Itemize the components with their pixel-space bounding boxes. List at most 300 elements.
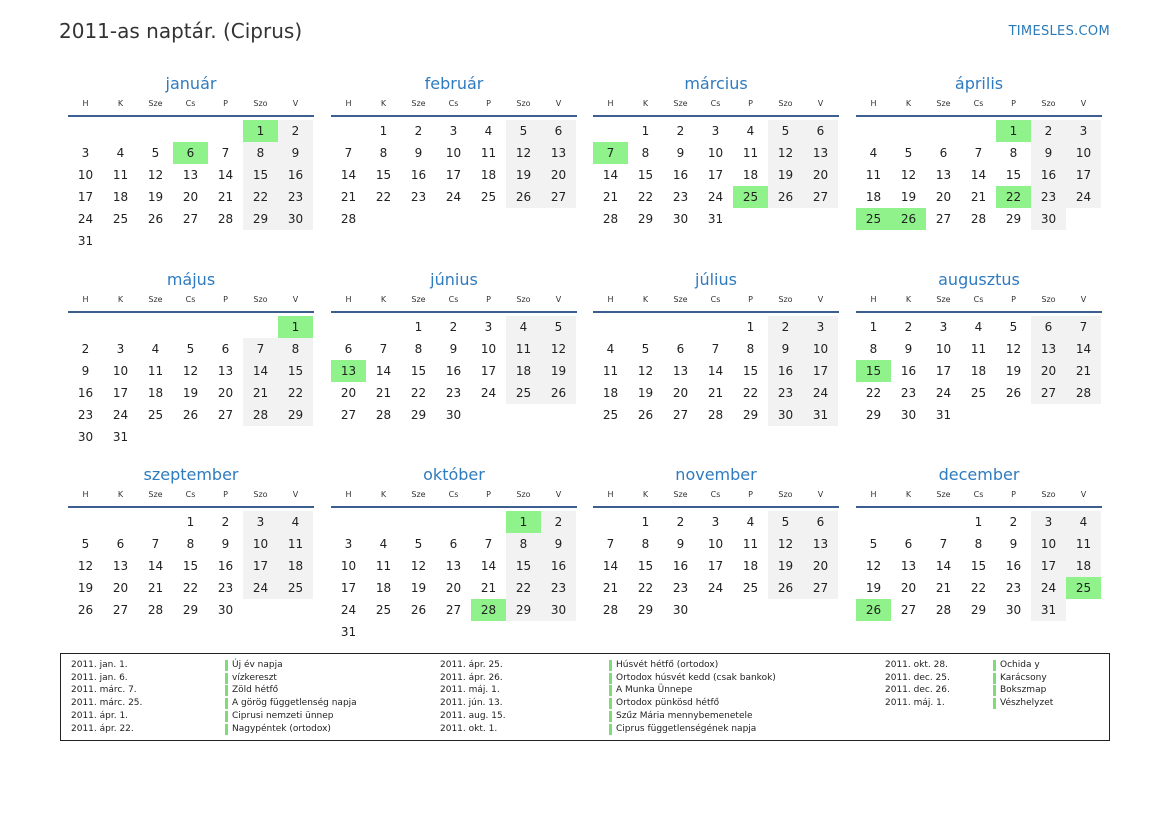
- day-cell: 27: [217, 408, 234, 422]
- day-cell: 15: [970, 559, 987, 573]
- legend-holiday-name: Szűz Mária mennybemenetele: [616, 710, 753, 721]
- day-cell: 11: [147, 364, 164, 378]
- day-cell: 6: [939, 146, 948, 160]
- day-cell: 28: [602, 603, 619, 617]
- weekday-label: Sze: [936, 295, 951, 304]
- weekday-label: H: [82, 99, 89, 108]
- day-cell: 17: [935, 364, 952, 378]
- month-divider: [593, 115, 839, 117]
- weekday-label: Szo: [516, 490, 531, 499]
- month-divider: [331, 311, 577, 313]
- day-cell: 15: [1005, 168, 1022, 182]
- holiday-day-cell: 1: [996, 120, 1031, 142]
- day-cell: 14: [1066, 338, 1101, 360]
- day-cell: 13: [217, 364, 234, 378]
- legend-entry: [440, 710, 780, 723]
- day-cell: 12: [865, 559, 882, 573]
- day-cell: 10: [112, 364, 129, 378]
- day-cell: 10: [480, 342, 497, 356]
- day-cell: 24: [445, 190, 462, 204]
- day-cell: 25: [147, 408, 164, 422]
- day-cell: 30: [278, 208, 313, 230]
- day-cell: 9: [1009, 537, 1018, 551]
- day-cell: 3: [803, 316, 838, 338]
- day-cell: 31: [803, 404, 838, 426]
- legend-holiday-name: Új év napja: [232, 660, 283, 670]
- day-cell: 14: [602, 559, 619, 573]
- day-cell: 10: [340, 559, 357, 573]
- day-cell: 19: [506, 164, 541, 186]
- holiday-day-cell: 7: [593, 142, 628, 164]
- legend-color-marker: [225, 711, 228, 722]
- weekday-label: Szo: [1041, 490, 1056, 499]
- legend-holiday-name: A görög függetlenség napja: [232, 698, 357, 709]
- day-cell: 13: [112, 559, 129, 573]
- day-cell: 20: [217, 386, 234, 400]
- legend-color-marker: [225, 685, 228, 696]
- weekday-label: Szo: [253, 99, 268, 108]
- day-cell: 4: [974, 320, 983, 334]
- day-cell: 23: [278, 186, 313, 208]
- legend-entry: [885, 697, 1169, 710]
- weekday-label: Sze: [411, 295, 426, 304]
- day-cell: 17: [480, 364, 497, 378]
- day-cell: 31: [112, 430, 129, 444]
- day-cell: 26: [1005, 386, 1022, 400]
- day-cell: 4: [746, 124, 755, 138]
- day-cell: 8: [379, 146, 388, 160]
- holiday-day-cell: 25: [856, 208, 891, 230]
- day-cell: 29: [278, 404, 313, 426]
- legend-date: 2011. jan. 6.: [71, 672, 128, 683]
- day-cell: 28: [707, 408, 724, 422]
- weekday-label: P: [486, 99, 491, 108]
- weekday-label: Szo: [778, 295, 793, 304]
- day-cell: 8: [974, 537, 983, 551]
- day-cell: 30: [672, 603, 689, 617]
- day-cell: 2: [278, 120, 313, 142]
- weekday-label: H: [82, 295, 89, 304]
- day-cell: 23: [445, 386, 462, 400]
- day-cell: 30: [1031, 208, 1066, 230]
- day-cell: 25: [375, 603, 392, 617]
- weekday-label: Cs: [448, 99, 459, 108]
- weekday-label: H: [345, 99, 352, 108]
- day-cell: 10: [1031, 533, 1066, 555]
- day-cell: 6: [116, 537, 125, 551]
- day-cell: 9: [676, 537, 685, 551]
- weekday-label: V: [292, 295, 299, 304]
- day-cell: 3: [711, 515, 720, 529]
- day-cell: 2: [449, 320, 458, 334]
- day-cell: 15: [182, 559, 199, 573]
- weekday-label: Szo: [778, 99, 793, 108]
- weekday-label: V: [1080, 490, 1087, 499]
- legend-entry: [440, 672, 780, 685]
- legend-holiday-name: Zöld hétfő: [232, 685, 279, 696]
- weekday-label: K: [642, 490, 649, 499]
- day-cell: 27: [1031, 382, 1066, 404]
- day-cell: 3: [1066, 120, 1101, 142]
- day-cell: 13: [182, 168, 199, 182]
- legend-holiday-name: Ochida y: [1000, 660, 1040, 670]
- day-cell: 19: [637, 386, 654, 400]
- day-cell: 22: [970, 581, 987, 595]
- day-cell: 11: [480, 146, 497, 160]
- day-cell: 30: [768, 404, 803, 426]
- day-cell: 29: [182, 603, 199, 617]
- day-cell: 24: [707, 190, 724, 204]
- day-cell: 10: [707, 146, 724, 160]
- day-cell: 14: [217, 168, 234, 182]
- weekday-label: H: [82, 490, 89, 499]
- day-cell: 16: [1031, 164, 1066, 186]
- day-cell: 3: [449, 124, 458, 138]
- day-cell: 1: [414, 320, 423, 334]
- weekday-label: Szo: [516, 295, 531, 304]
- legend-entry: [885, 684, 1169, 697]
- weekday-label: Cs: [710, 295, 721, 304]
- day-cell: 7: [974, 146, 983, 160]
- legend-holiday-name: Ortodox pünkösd hétfő: [616, 698, 720, 709]
- day-cell: 7: [711, 342, 720, 356]
- day-cell: 29: [637, 603, 654, 617]
- legend-color-marker: [225, 673, 228, 684]
- legend-color-marker: [609, 673, 612, 684]
- holiday-day-cell: 26: [891, 208, 926, 230]
- day-cell: 21: [970, 190, 987, 204]
- day-cell: 14: [147, 559, 164, 573]
- day-cell: 5: [768, 120, 803, 142]
- holiday-day-cell: 26: [856, 599, 891, 621]
- day-cell: 12: [410, 559, 427, 573]
- weekday-label: Szo: [253, 295, 268, 304]
- day-cell: 6: [221, 342, 230, 356]
- day-cell: 3: [484, 320, 493, 334]
- day-cell: 11: [506, 338, 541, 360]
- day-cell: 7: [606, 537, 615, 551]
- day-cell: 9: [1031, 142, 1066, 164]
- legend-entry: [71, 710, 411, 723]
- legend-date: 2011. ápr. 22.: [71, 723, 134, 734]
- month-divider: [856, 311, 1102, 313]
- day-cell: 12: [182, 364, 199, 378]
- weekday-label: V: [817, 295, 824, 304]
- weekday-header: [331, 295, 577, 309]
- weekday-label: Cs: [448, 295, 459, 304]
- day-cell: 13: [672, 364, 689, 378]
- day-cell: 26: [541, 382, 576, 404]
- day-cell: 30: [672, 212, 689, 226]
- day-cell: 1: [746, 320, 755, 334]
- day-cell: 28: [935, 603, 952, 617]
- day-cell: 18: [112, 190, 129, 204]
- day-cell: 8: [746, 342, 755, 356]
- month-name: január: [165, 74, 217, 93]
- day-cell: 5: [186, 342, 195, 356]
- day-cell: 30: [1005, 603, 1022, 617]
- day-cell: 14: [243, 360, 278, 382]
- day-cell: 26: [506, 186, 541, 208]
- weekday-header: [68, 490, 314, 504]
- legend-date: 2011. aug. 15.: [440, 710, 506, 721]
- weekday-label: Sze: [673, 295, 688, 304]
- legend-color-marker: [609, 685, 612, 696]
- day-cell: 20: [672, 386, 689, 400]
- day-cell: 26: [410, 603, 427, 617]
- weekday-label: Sze: [936, 99, 951, 108]
- weekday-label: Szo: [778, 490, 793, 499]
- day-cell: 10: [935, 342, 952, 356]
- day-cell: 6: [541, 120, 576, 142]
- day-cell: 16: [445, 364, 462, 378]
- day-cell: 5: [904, 146, 913, 160]
- weekday-label: K: [642, 99, 649, 108]
- day-cell: 21: [217, 190, 234, 204]
- day-cell: 17: [112, 386, 129, 400]
- weekday-label: Cs: [710, 490, 721, 499]
- legend-holiday-name: Húsvét hétfő (ortodox): [616, 660, 719, 670]
- day-cell: 7: [484, 537, 493, 551]
- weekday-label: P: [748, 99, 753, 108]
- weekday-label: K: [117, 99, 124, 108]
- month-divider: [68, 311, 314, 313]
- day-cell: 5: [768, 511, 803, 533]
- weekday-label: Sze: [411, 99, 426, 108]
- day-cell: 9: [221, 537, 230, 551]
- holiday-legend: [60, 653, 1110, 741]
- legend-color-marker: [993, 698, 996, 709]
- day-cell: 23: [672, 190, 689, 204]
- day-cell: 27: [445, 603, 462, 617]
- day-cell: 4: [869, 146, 878, 160]
- day-cell: 16: [1005, 559, 1022, 573]
- legend-color-marker: [609, 724, 612, 735]
- day-cell: 19: [900, 190, 917, 204]
- weekday-label: P: [223, 295, 228, 304]
- day-cell: 11: [602, 364, 619, 378]
- month-name: augusztus: [938, 270, 1020, 289]
- day-cell: 17: [1066, 164, 1101, 186]
- day-cell: 17: [707, 168, 724, 182]
- weekday-label: Cs: [973, 99, 984, 108]
- month-name: július: [695, 270, 737, 289]
- month-divider: [856, 115, 1102, 117]
- day-cell: 3: [116, 342, 125, 356]
- day-cell: 12: [77, 559, 94, 573]
- day-cell: 21: [480, 581, 497, 595]
- weekday-label: P: [223, 99, 228, 108]
- month-name: március: [684, 74, 748, 93]
- day-cell: 30: [445, 408, 462, 422]
- holiday-day-cell: 25: [1066, 577, 1101, 599]
- day-cell: 27: [900, 603, 917, 617]
- day-cell: 7: [221, 146, 230, 160]
- day-cell: 28: [217, 212, 234, 226]
- day-cell: 26: [77, 603, 94, 617]
- day-cell: 11: [865, 168, 882, 182]
- day-cell: 19: [147, 190, 164, 204]
- day-cell: 2: [676, 515, 685, 529]
- month-name: február: [424, 74, 484, 93]
- day-cell: 12: [900, 168, 917, 182]
- holiday-day-cell: 1: [243, 120, 278, 142]
- day-cell: 18: [375, 581, 392, 595]
- day-cell: 9: [449, 342, 458, 356]
- day-cell: 4: [379, 537, 388, 551]
- day-cell: 18: [278, 555, 313, 577]
- legend-date: 2011. ápr. 1.: [71, 710, 129, 721]
- day-cell: 12: [541, 338, 576, 360]
- day-cell: 31: [340, 625, 357, 639]
- day-cell: 19: [541, 360, 576, 382]
- day-cell: 22: [637, 190, 654, 204]
- day-cell: 25: [970, 386, 987, 400]
- site-link[interactable]: TIMESLES.COM: [1008, 24, 1110, 39]
- day-cell: 27: [803, 577, 838, 599]
- day-cell: 21: [147, 581, 164, 595]
- day-cell: 25: [742, 581, 759, 595]
- legend-date: 2011. ápr. 26.: [440, 672, 503, 683]
- weekday-header: [593, 490, 839, 504]
- weekday-label: H: [870, 490, 877, 499]
- day-cell: 28: [243, 404, 278, 426]
- day-cell: 9: [541, 533, 576, 555]
- day-cell: 13: [445, 559, 462, 573]
- day-cell: 17: [707, 559, 724, 573]
- day-cell: 1: [641, 124, 650, 138]
- legend-entry: [440, 659, 780, 672]
- legend-entry: [71, 723, 411, 736]
- day-cell: 2: [904, 320, 913, 334]
- day-cell: 7: [243, 338, 278, 360]
- legend-entry: [440, 697, 780, 710]
- day-cell: 29: [865, 408, 882, 422]
- day-cell: 31: [935, 408, 952, 422]
- day-cell: 21: [602, 581, 619, 595]
- day-cell: 12: [1005, 342, 1022, 356]
- day-cell: 6: [676, 342, 685, 356]
- day-cell: 11: [742, 146, 759, 160]
- day-cell: 27: [340, 408, 357, 422]
- day-cell: 13: [900, 559, 917, 573]
- day-cell: 27: [935, 212, 952, 226]
- day-cell: 25: [480, 190, 497, 204]
- day-cell: 23: [768, 382, 803, 404]
- day-cell: 14: [340, 168, 357, 182]
- weekday-label: Cs: [448, 490, 459, 499]
- day-cell: 2: [541, 511, 576, 533]
- weekday-label: Cs: [185, 99, 196, 108]
- day-cell: 8: [506, 533, 541, 555]
- day-cell: 25: [602, 408, 619, 422]
- weekday-label: Sze: [148, 295, 163, 304]
- weekday-label: Cs: [973, 295, 984, 304]
- weekday-header: [856, 99, 1102, 113]
- day-cell: 20: [803, 555, 838, 577]
- day-cell: 3: [939, 320, 948, 334]
- legend-entry: [440, 684, 780, 697]
- day-cell: 31: [1031, 599, 1066, 621]
- day-cell: 27: [541, 186, 576, 208]
- weekday-label: H: [345, 490, 352, 499]
- day-cell: 13: [803, 142, 838, 164]
- day-cell: 25: [506, 382, 541, 404]
- day-cell: 10: [77, 168, 94, 182]
- day-cell: 6: [803, 511, 838, 533]
- month-name: június: [430, 270, 478, 289]
- day-cell: 12: [768, 533, 803, 555]
- legend-color-marker: [609, 711, 612, 722]
- day-cell: 28: [375, 408, 392, 422]
- day-cell: 18: [742, 559, 759, 573]
- day-cell: 10: [803, 338, 838, 360]
- day-cell: 11: [278, 533, 313, 555]
- legend-entry: [71, 659, 411, 672]
- legend-holiday-name: vízkereszt: [232, 672, 277, 683]
- legend-holiday-name: Ciprus függetlenségének napja: [616, 723, 757, 734]
- weekday-label: P: [1011, 99, 1016, 108]
- holiday-day-cell: 25: [733, 186, 768, 208]
- day-cell: 20: [541, 164, 576, 186]
- weekday-label: P: [748, 295, 753, 304]
- day-cell: 26: [768, 577, 803, 599]
- day-cell: 22: [375, 190, 392, 204]
- day-cell: 16: [900, 364, 917, 378]
- day-cell: 19: [768, 555, 803, 577]
- day-cell: 24: [77, 212, 94, 226]
- day-cell: 24: [803, 382, 838, 404]
- day-cell: 14: [935, 559, 952, 573]
- legend-color-marker: [993, 660, 996, 671]
- day-cell: 17: [445, 168, 462, 182]
- day-cell: 16: [672, 168, 689, 182]
- day-cell: 8: [1009, 146, 1018, 160]
- weekday-label: Cs: [185, 295, 196, 304]
- day-cell: 6: [344, 342, 353, 356]
- day-cell: 15: [506, 555, 541, 577]
- day-cell: 13: [803, 533, 838, 555]
- day-cell: 5: [541, 316, 576, 338]
- holiday-day-cell: 28: [471, 599, 506, 621]
- day-cell: 2: [768, 316, 803, 338]
- day-cell: 3: [81, 146, 90, 160]
- weekday-label: V: [817, 490, 824, 499]
- weekday-label: Szo: [1041, 99, 1056, 108]
- day-cell: 21: [375, 386, 392, 400]
- day-cell: 30: [217, 603, 234, 617]
- legend-color-marker: [609, 660, 612, 671]
- day-cell: 4: [506, 316, 541, 338]
- day-cell: 20: [900, 581, 917, 595]
- day-cell: 22: [506, 577, 541, 599]
- weekday-label: Sze: [673, 99, 688, 108]
- weekday-label: Cs: [973, 490, 984, 499]
- day-cell: 30: [900, 408, 917, 422]
- day-cell: 17: [77, 190, 94, 204]
- day-cell: 14: [480, 559, 497, 573]
- weekday-label: V: [555, 295, 562, 304]
- day-cell: 16: [541, 555, 576, 577]
- day-cell: 10: [445, 146, 462, 160]
- day-cell: 5: [81, 537, 90, 551]
- day-cell: 4: [606, 342, 615, 356]
- day-cell: 29: [243, 208, 278, 230]
- day-cell: 8: [186, 537, 195, 551]
- legend-entry: [71, 684, 411, 697]
- weekday-header: [331, 490, 577, 504]
- holiday-day-cell: 22: [996, 186, 1031, 208]
